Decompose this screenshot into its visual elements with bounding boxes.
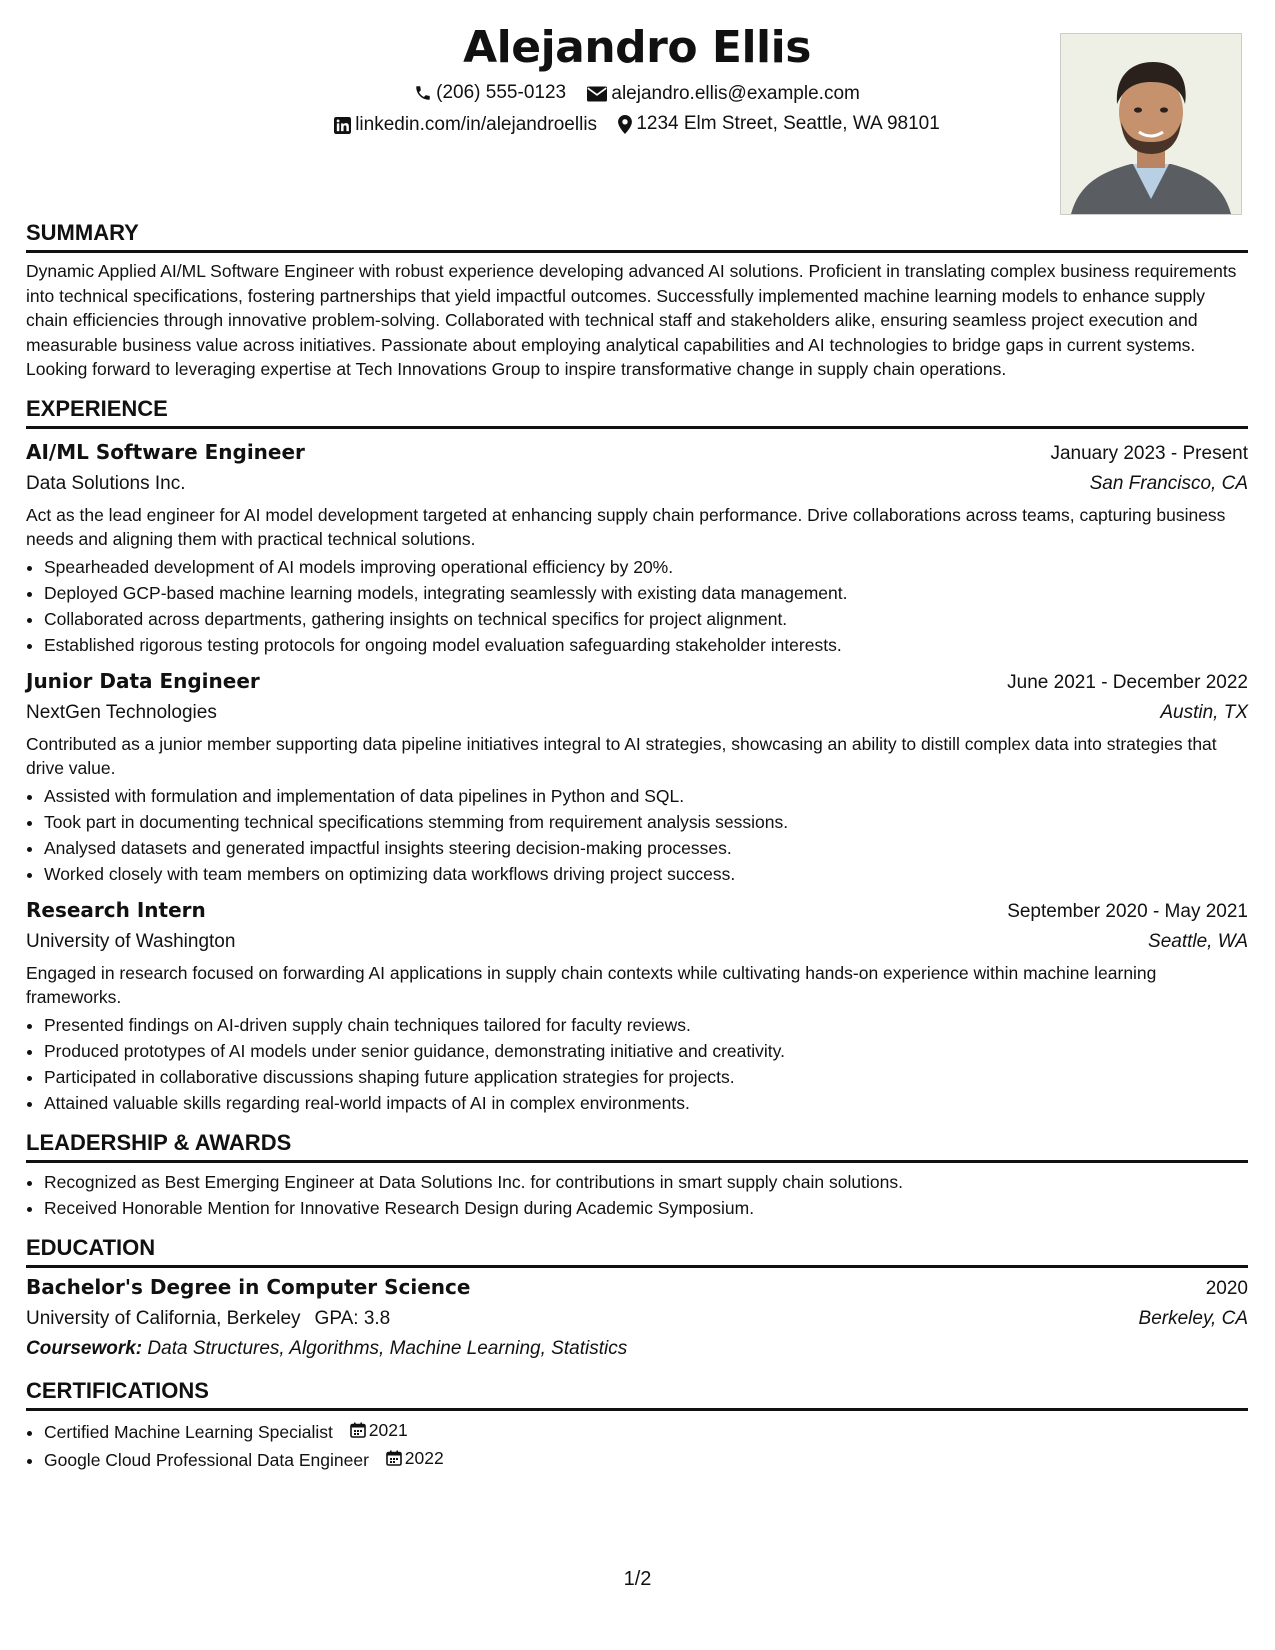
cert-name: Google Cloud Professional Data Engineer (44, 1449, 369, 1470)
job-description: Act as the lead engineer for AI model development targeted at enhancing supply chain performance. Drive collaborations across teams, capturing business needs and aligning them with practical technical solutions. (26, 504, 1226, 549)
list-item (44, 1445, 1248, 1473)
calendar-icon (350, 1422, 366, 1438)
address-text: 1234 Elm Street, Seattle, WA 98101 (636, 113, 940, 134)
job-location: Seattle, WA (1148, 930, 1248, 952)
job-entry (26, 437, 1248, 658)
education-section (26, 1233, 1248, 1364)
page-number: 1/2 (623, 1568, 652, 1590)
calendar-icon (386, 1450, 402, 1466)
leadership-list (26, 1169, 1248, 1221)
list-item: • Spearheaded development of AI models improving operational efficiency by 20%. (44, 554, 1248, 580)
map-pin-icon (618, 115, 632, 134)
job-date: January 2023 - Present (1050, 442, 1248, 464)
graduation-year: 2020 (1205, 1277, 1248, 1299)
contact-linkedin[interactable] (334, 112, 597, 138)
list-item: • Attained valuable skills regarding real-world impacts of AI in complex environments. (44, 1090, 1248, 1116)
section-title-education: EDUCATION (26, 1233, 1248, 1268)
job-bullets (26, 783, 1248, 887)
linkedin-text[interactable]: linkedin.com/in/alejandroellis (355, 114, 598, 135)
school-location: Berkeley, CA (1138, 1307, 1248, 1329)
contact-phone (414, 80, 566, 106)
cert-name: Certified Machine Learning Specialist (44, 1421, 333, 1442)
list-item: • Produced prototypes of AI models under senior guidance, demonstrating initiative and creativity. (44, 1038, 1248, 1064)
list-item: • Took part in documenting technical specifications stemming from requirement analysis sessions. (44, 809, 1248, 835)
envelope-icon (587, 86, 607, 102)
resume-page (26, 0, 1248, 1485)
section-title-certifications: CERTIFICATIONS (26, 1376, 1248, 1411)
list-item: • Worked closely with team members on optimizing data workflows driving project success. (44, 861, 1248, 887)
contact-email[interactable] (587, 81, 859, 107)
leadership-section (26, 1128, 1248, 1221)
list-item: • Collaborated across departments, gathering insights on technical specifics for project alignment. (44, 606, 1248, 632)
section-title-summary: SUMMARY (26, 218, 1248, 253)
certifications-list (26, 1417, 1248, 1473)
profile-photo (1060, 33, 1242, 215)
linkedin-icon (334, 117, 351, 134)
list-item: • Recognized as Best Emerging Engineer at Data Solutions Inc. for contributions in smart supply chain solutions. (44, 1169, 1248, 1195)
job-title: Research Intern (26, 897, 206, 922)
resume-header (26, 0, 1248, 218)
job-description: Contributed as a junior member supporting data pipeline initiatives integral to AI strategies, showcasing an ability to distill complex data into strategies that drive value. (26, 733, 1217, 778)
gpa: GPA: 3.8 (314, 1307, 391, 1329)
job-date: September 2020 - May 2021 (1007, 900, 1248, 922)
email-text[interactable]: alejandro.ellis@example.com (611, 83, 860, 104)
section-title-experience: EXPERIENCE (26, 394, 1248, 429)
job-org: NextGen Technologies (26, 701, 217, 723)
list-item: • Established rigorous testing protocols for ongoing model evaluation safeguarding stakeholder interests. (44, 632, 1248, 658)
coursework-list: Data Structures, Algorithms, Machine Learning, Statistics (147, 1337, 628, 1359)
job-bullets (26, 1012, 1248, 1116)
degree-title: Bachelor's Degree in Computer Science (26, 1274, 471, 1299)
job-date: June 2021 - December 2022 (1007, 671, 1248, 693)
candidate-name: Alejandro Ellis (463, 22, 811, 73)
phone-icon (414, 84, 432, 102)
summary-text: Dynamic Applied AI/ML Software Engineer with robust experience developing advanced AI solutions. Proficient in translating complex business requirements into technical specifications, fostering partnerships that yield impactful outcomes. Successfully implemented machine learning models to enhance supply chain efficiencies through innovative problem-solving. Collaborated with technical staff and stakeholders alike, ensuring seamless project execution and measurable business value across initiatives. Passionate about employing analytical capabilities and AI technologies to bridge gaps in current systems. Looking forward to leveraging expertise at Tech Innovations Group to inspire transformative change in supply chain operations. (26, 261, 1237, 379)
certifications-section (26, 1376, 1248, 1473)
coursework (26, 1334, 1248, 1364)
list-item: • Analysed datasets and generated impactful insights steering decision-making processes. (44, 835, 1248, 861)
phone-text: (206) 555-0123 (436, 82, 567, 103)
job-entry (26, 895, 1248, 1116)
experience-section (26, 394, 1248, 1116)
cert-year (350, 1417, 408, 1443)
cert-year (386, 1445, 444, 1471)
job-org: Data Solutions Inc. (26, 472, 186, 494)
list-item (44, 1417, 1248, 1445)
education-entry (26, 1272, 1248, 1364)
cert-year-text: 2022 (404, 1447, 444, 1468)
list-item: • Presented findings on AI-driven supply chain techniques tailored for faculty reviews. (44, 1012, 1248, 1038)
section-title-leadership: LEADERSHIP & AWARDS (26, 1128, 1248, 1163)
job-org: University of Washington (26, 930, 236, 952)
summary-section (26, 218, 1248, 382)
job-title: Junior Data Engineer (26, 668, 260, 693)
list-item: • Deployed GCP-based machine learning models, integrating seamlessly with existing data management. (44, 580, 1248, 606)
job-title: AI/ML Software Engineer (26, 439, 305, 464)
list-item: • Assisted with formulation and implementation of data pipelines in Python and SQL. (44, 783, 1248, 809)
job-location: San Francisco, CA (1089, 472, 1248, 494)
job-bullets (26, 554, 1248, 658)
job-entry (26, 666, 1248, 887)
contact-address (618, 111, 939, 137)
cert-year-text: 2021 (368, 1419, 408, 1440)
job-description: Engaged in research focused on forwarding AI applications in supply chain contexts while cultivating hands-on experience within machine learning frameworks. (26, 962, 1157, 1007)
list-item: • Received Honorable Mention for Innovative Research Design during Academic Symposium. (44, 1195, 1248, 1221)
list-item: • Participated in collaborative discussions shaping future application strategies for projects. (44, 1064, 1248, 1090)
job-location: Austin, TX (1160, 701, 1248, 723)
coursework-label: Coursework: (26, 1337, 143, 1359)
school-name: University of California, Berkeley (26, 1307, 301, 1329)
school-info (26, 1304, 390, 1334)
